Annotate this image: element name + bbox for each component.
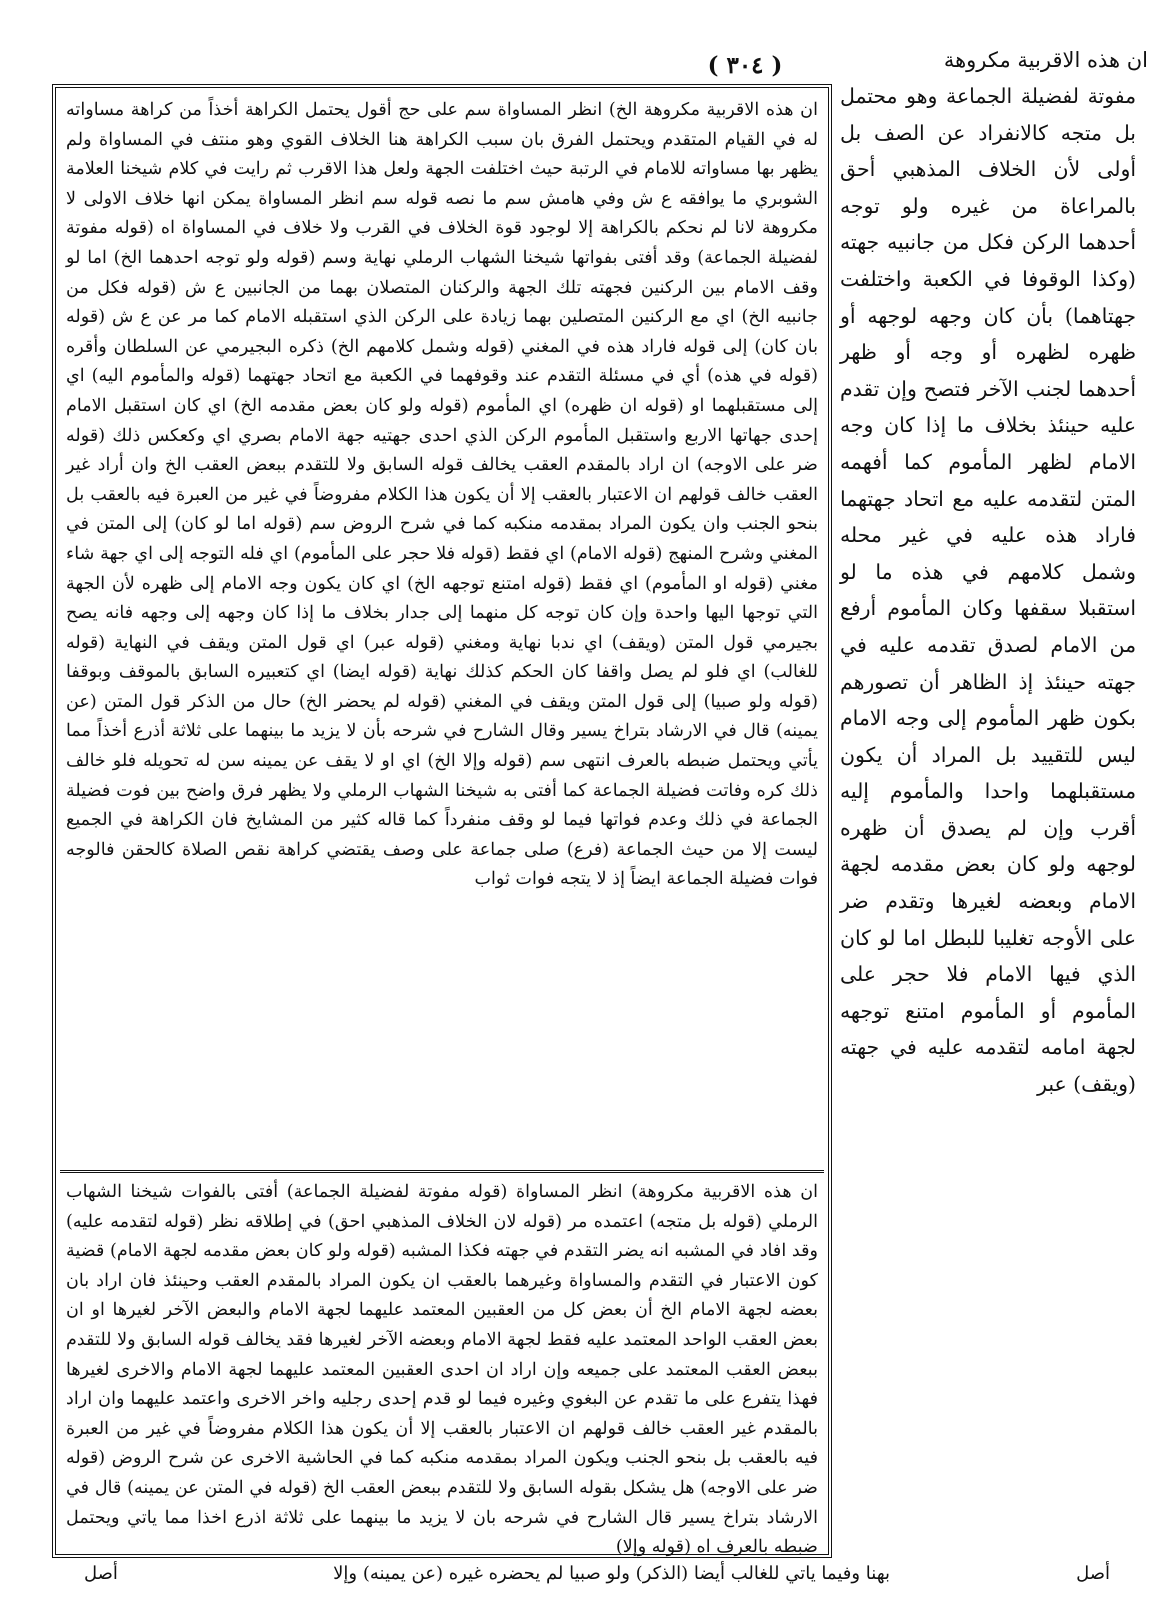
footer-catchword-right: أصل <box>1076 1563 1110 1584</box>
commentary-divider <box>60 1170 824 1173</box>
commentary-bottom-block: ان هذه الاقربية مكروهة) انظر المساواة (قوله مفوتة لفضيلة الجماعة) أفتى بالفوات شيخنا الشهاب الرملي (قوله بل متجه) اعتمده مر (قوله لان الخلاف المذهبي احق) في إطلاقه نظر (قوله لتقدمه عليه) وقد افاد في المشبه انه يضر التقدم في جهته فكذا المشبه (قوله ولو كان بعض مقدمه لجهة الامام) قضية كون الاعتبار في التقدم والمساواة وغيرهما بالعقب ان يكون المراد بالمقدم العقب وحينئذ فان اراد بان بعضه لجهة الامام الخ أن بعض كل من العقبين المعتمد عليهما لجهة الامام والبعض الآخر لغيرها او ان بعض العقب الواحد المعتمد عليه فقط لجهة الامام وبعضه الآخر لغيرها فقد يخالف قوله السابق ولا للتقدم ببعض العقب المعتمد على جميعه وإن اراد ان احدى العقبين المعتمد عليهما لجهة الامام والاخرى لغيرها فهذا يتفرع على ما تقدم عن البغوي وغيره فيما لو قدم إحدى رجليه واخر الاخرى واعتمد عليهما وان اراد بالمقدم غير العقب خالف قولهم ان الاعتبار بالعقب إلا أن يكون هذا الكلام مفروضاً في غير من العبرة فيه بالعقب بل بنحو الجنب ويكون المراد بمقدمه منكبه كما في الحاشية الاخرى عن شرح الروض (قوله ضر على الاوجه) هل يشكل بقوله السابق ولا للتقدم ببعض العقب الخ (قوله في المتن عن يمينه) قال في الارشاد بتراخ يسير قال الشارح في شرحه بان لا يزيد ما بينهما على ثلاثة اذرع اخذا مما ياتي ويحتمل ضبطه بالعرف اه (قوله وإلا) <box>66 1182 818 1558</box>
footer-catchword-left: أصل <box>84 1563 118 1584</box>
page-number: ( ٣٠٤ ) <box>707 52 783 79</box>
commentary-top-block: ان هذه الاقربية مكروهة الخ) انظر المساواة سم على حج أقول يحتمل الكراهة أخذاً من كراهة مساواته له في القيام المتقدم ويحتمل الفرق بان سبب الكراهة هنا الخلاف القوي وهو منتف في المساواة ولم يظهر بها مساواته للامام في الرتبة حيث اختلفت الجهة ولعل هذا الاقرب ثم رايت في كلام شيخنا العلامة الشوبري ما يوافقه ع ش وفي هامش سم ما نصه قوله سم انظر المساواة يمكن انها خلاف الاولى لا مكروهة لانا لم نحكم بالكراهة إلا لوجود قوة الخلاف في القرب ولا خلاف في المساواة اه (قوله مفوتة لفضيلة الجماعة) وقد أفتى بفواتها شيخنا الشهاب الرملي نهاية وسم (قوله ولو توجه احدهما الخ) اما لو وقف الامام بين الركنين فجهته تلك الجهة والركنان المتصلان بهما من الجانبين ع ش (قوله فكل من جانبيه الخ) اي مع الركنين المتصلين بهما زيادة على الركن الذي استقبله الامام كما مر عن ع ش (قوله بان كان) إلى قوله فاراد هذه في المغني (قوله وشمل كلامهم الخ) ذكره البجيرمي عن السلطان وأقره (قوله في هذه) أي في مسئلة التقدم عند وقوفهما في الكعبة مع اتحاد جهتهما (قوله والمأموم اليه) اي إلى مستقبلهما او (قوله ان ظهره) اي المأموم (قوله ولو كان بعض مقدمه الخ) اي كان استقبل الامام إحدى جهاتها الاربع واستقبل المأموم الركن الذي احدى جهتيه جهة الامام بصري اي وكعكس ذلك (قوله ضر على الاوجه) ان اراد بالمقدم العقب يخالف قوله السابق ولا للتقدم ببعض العقب الخ وان أراد غير العقب خالف قولهم ان الاعتبار بالعقب إلا أن يكون هذا الكلام مفروضاً في غير من العبرة فيه بالعقب بل بنحو الجنب وان يكون المراد بمقدمه منكبه كما في شرح الروض سم (قوله اما لو كان) إلى المتن في المغني وشرح المنهج (قوله الامام) اي فقط (قوله فلا حجر على المأموم) اي فله التوجه إلى اي جهة شاء مغني (قوله او المأموم) اي فقط (قوله امتنع توجهه الخ) اي كان يكون وجه الامام إلى ظهره لأن الجهة التي توجها اليها واحدة وإن كان توجه كل منهما إلى جدار بخلاف ما إذا كان وجهه إلى وجهه فانه يصح بجيرمي قول المتن (ويقف) اي ندبا نهاية ومغني (قوله عبر) اي قول المتن ويقف في النهاية (قوله للغالب) اي فلو لم يصل واقفا كان الحكم كذلك نهاية (قوله ايضا) اي كتعبيره السابق بالموقف وبوقفا (قوله ولو صبيا) إلى قول المتن ويقف في المغني (قوله لم يحضر الخ) حال من الذكر قول المتن (عن يمينه) قال في الارشاد بتراخ يسير وقال الشارح في شرحه بأن لا يزيد ما بينهما على ثلاثة أذرع أخذاً مما يأتي ويحتمل ضبطه بالعرف انتهى سم (قوله وإلا الخ) اي او لا يقف عن يمينه سن له تحويله فلو خالف ذلك كره وفاتت فضيلة الجماعة كما أفتى به شيخنا الشهاب الرملي ولا يظهر فرق واضح بين فوت فضيلة الجماعة في ذلك وعدم فواتها فيما لو وقف منفرداً كما قاله كثير من المشايخ فان الكراهة في الجميع ليست إلا من حيث الجماعة (فرع) صلى جماعة على وصف يقتضي كراهة نقص الصلاة كالحقن فالوجه فوات فضيلة الجماعة ايضاً إذ لا يتجه فوات ثواب <box>66 100 819 890</box>
running-header-title: ان هذه الاقربية مكروهة <box>943 48 1148 72</box>
footer-continuation-text: بهنا وفيما ياتي للغالب أيضا (الذكر) ولو صبيا لم يحضره غيره (عن يمينه) وإلا <box>333 1563 890 1584</box>
commentary-frame <box>52 84 832 1558</box>
matn-text-column: مفوتة لفضيلة الجماعة وهو محتمل بل متجه كالانفراد عن الصف بل أولى لأن الخلاف المذهبي أحق بالمراعاة من غيره ولو توجه أحدهما الركن فكل من جانبيه جهته (وكذا الوقوفا في الكعبة واختلفت جهتاهما) بأن كان وجهه لوجهه أو ظهره لظهره أو وجه أو ظهر أحدهما لجنب الآخر فتصح وإن تقدم عليه حينئذ بخلاف ما إذا كان وجه الامام لظهر المأموم كما أفهمه المتن لتقدمه عليه مع اتحاد جهتهما فاراد هذه عليه في غير محله وشمل كلامهم في هذه ما لو استقبلا سقفها وكان المأموم أرفع من الامام لصدق تقدمه عليه في جهته حينئذ إذ الظاهر أن تصورهم بكون ظهر المأموم إلى وجه الامام ليس للتقييد بل المراد أن يكون مستقبلهما واحدا والمأموم إليه أقرب وإن لم يصدق أن ظهره لوجهه ولو كان بعض مقدمه لجهة الامام وبعضه لغيرها وتقدم ضر على الأوجه تغليبا للبطل اما لو كان الذي فيها الامام فلا حجر على المأموم أو المأموم امتنع توجهه لجهة امامه لتقدمه عليه في جهته (ويقف) عبر <box>840 84 1136 1097</box>
